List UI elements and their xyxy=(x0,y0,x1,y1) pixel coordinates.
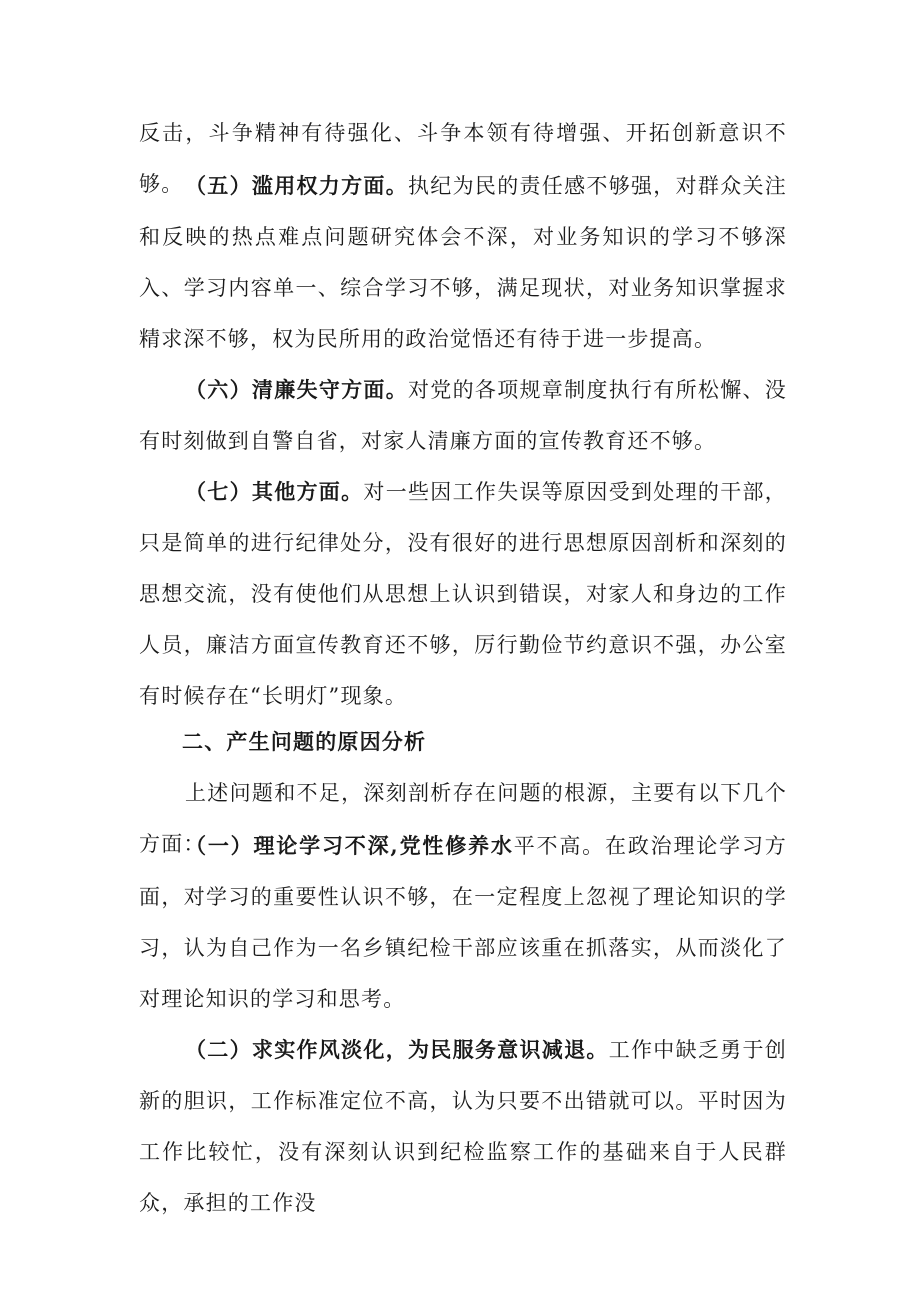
paragraph-text: 对一些因工作失误等原因受到处理的干部，只是简单的进行纪律处分，没有很好的进行思想原因剖析和深刻的思想交流，没有使他们从思想上认识到错误，对家人和身边的工作人员，廉洁方面宣传教育还不够，厉行勤俭节约意识不强，办公室有时候存在“长明灯”现象。 xyxy=(139,480,787,708)
paragraph-text: 执纪为民的责任感不够强，对群众关注和反映的热点难点问题研究体会不深，对业务知识的学习不够深入、学习内容单一、综合学习不够，满足现状，对业务知识掌握求精求深不够，权为民所用的政治觉悟还有待于进一步提高。 xyxy=(139,174,787,351)
paragraph-one xyxy=(139,820,787,1025)
paragraph-five xyxy=(139,160,787,365)
paragraph-text: 反击，斗争精神有待强化、斗争本领有待增强、开拓创新意识不够。 xyxy=(139,121,787,196)
paragraph-text: 上述问题和不足，深刻剖析存在问题的根源，主要有以下几个方面： xyxy=(139,781,787,856)
paragraph-text: 工作中缺乏勇于创新的胆识，工作标准定位不高，认为只要不出错就可以。平时因为工作比较忙，没有深刻认识到纪检监察工作的基础来自于人民群众，承担的工作没 xyxy=(139,1038,787,1215)
paragraph-seven xyxy=(139,466,787,722)
section-heading: 二、产生问题的原因分析 xyxy=(182,729,427,754)
paragraph-heading: （二）求实作风淡化，为民服务意识减退。 xyxy=(185,1037,609,1062)
paragraph-heading: （七）其他方面。 xyxy=(185,479,364,504)
paragraph-text: 对党的各项规章制度执行有所松懈、没有时刻做到自警自省，对家人清廉方面的宣传教育还不够。 xyxy=(139,378,787,453)
paragraph-six xyxy=(139,364,787,467)
paragraph-heading: （一）理论学习不深,党性修养水 xyxy=(185,833,514,858)
paragraph-heading: （五）滥用权力方面。 xyxy=(185,173,408,198)
paragraph-two xyxy=(139,1024,787,1229)
paragraph-text: 平不高。在政治理论学习方面，对学习的重要性认识不够，在一定程度上忽视了理论知识的学习，认为自己作为一名乡镇纪检干部应该重在抓落实，从而淡化了对理论知识的学习和思考。 xyxy=(139,834,787,1011)
paragraph-heading: （六）清廉失守方面。 xyxy=(185,377,408,402)
